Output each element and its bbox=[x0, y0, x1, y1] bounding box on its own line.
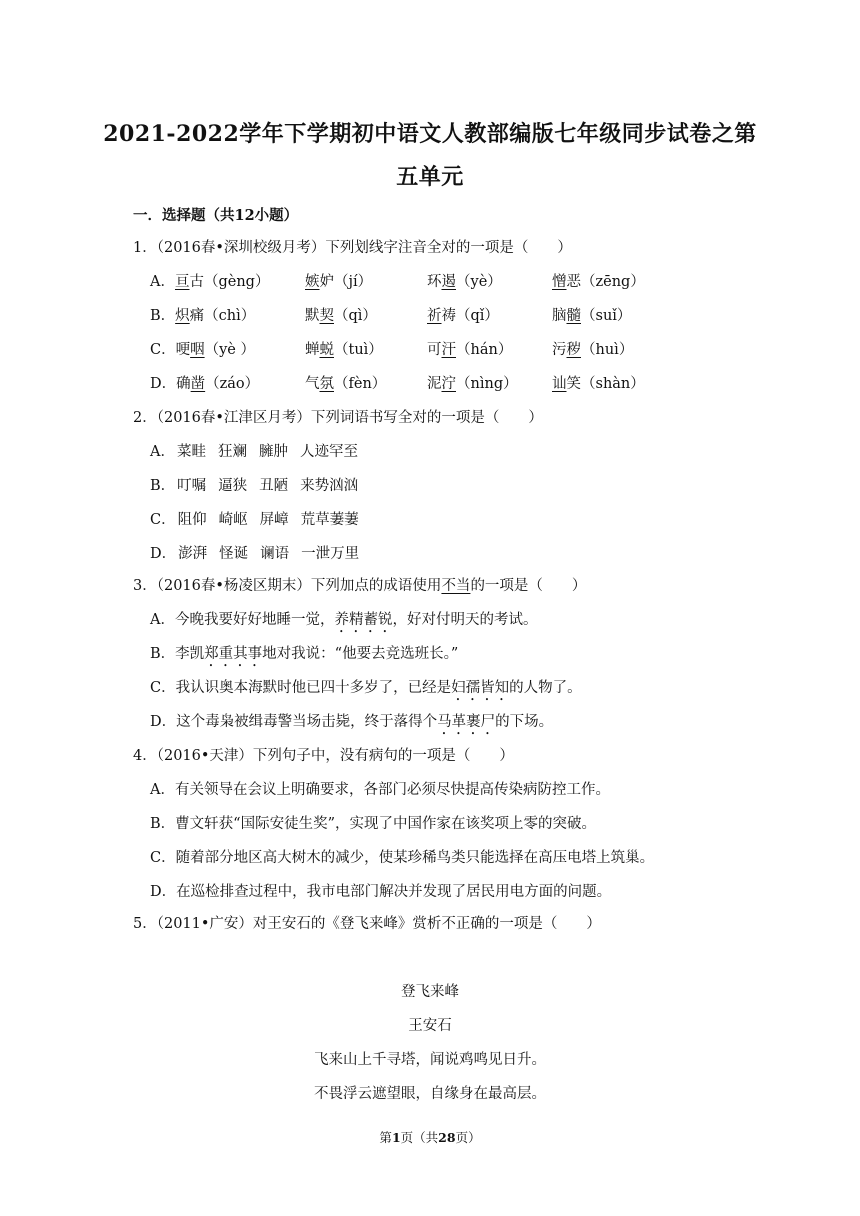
q3-option bbox=[150, 710, 553, 738]
footer-total-pages: 28 bbox=[438, 1130, 456, 1145]
q1-cell-underlined-char: 祈 bbox=[427, 308, 442, 324]
q1-cell-underlined-char: 髓 bbox=[566, 308, 581, 324]
q2-option bbox=[150, 440, 370, 461]
q1-cell-pre: 可 bbox=[427, 342, 442, 358]
q1-cell-pre: 泥 bbox=[427, 376, 442, 392]
q4-option: C．随着部分地区高大树木的减少，使某珍稀鸟类只能选择在高压电塔上筑巢。 bbox=[150, 850, 655, 866]
question-5-stem: 5．（2011•广安）对王安石的《登飞来峰》赏析不正确的一项是（ ） bbox=[133, 916, 601, 932]
q1-cell-post: 笑（shàn） bbox=[566, 376, 645, 392]
q2-option-word: 丑陋 bbox=[259, 478, 289, 494]
q2-option-word: 人迹罕至 bbox=[299, 444, 358, 460]
q3-option-dotted-idiom: 郑重其事 bbox=[204, 646, 263, 662]
q2-option-word: 逼狭 bbox=[218, 478, 248, 494]
q2-option-word: 来势汹汹 bbox=[300, 478, 359, 494]
q1-cell-pre: C．哽 bbox=[150, 342, 191, 358]
poem-title: 登飞来峰 bbox=[401, 984, 459, 1000]
q2-option bbox=[150, 508, 371, 529]
q1-cell-post: （qì） bbox=[334, 308, 377, 324]
q3-option-pre: D．这个毒枭被缉毒警当场击毙，终于落得个 bbox=[150, 714, 438, 730]
q2-option-word: 阻仰 bbox=[177, 512, 207, 528]
q1-option-cell bbox=[427, 372, 518, 393]
q1-cell-underlined-char: 遏 bbox=[441, 274, 456, 290]
q3-option-pre: B．李凯 bbox=[150, 646, 205, 662]
q2-option-word: 屏嶂 bbox=[259, 512, 289, 528]
question-3-stem bbox=[133, 574, 586, 595]
question-3-stem-underlined: 不当 bbox=[441, 578, 471, 594]
q2-option bbox=[150, 474, 370, 495]
q2-option-label: D． bbox=[150, 546, 177, 562]
question-4-stem: 4．（2016•天津）下列句子中，没有病句的一项是（ ） bbox=[133, 748, 514, 764]
q4-option: B．曹文轩获“国际安徒生奖”，实现了中国作家在该奖项上零的突破。 bbox=[150, 816, 596, 832]
q3-option-post: 的下场。 bbox=[495, 714, 554, 730]
q1-cell-post: （suǐ） bbox=[581, 308, 632, 324]
section-heading: 一．选择题（共12小题） bbox=[133, 207, 299, 224]
q1-option-cell bbox=[305, 270, 372, 291]
q3-option-post: 地对我说：“他要去竞选班长。” bbox=[262, 646, 459, 662]
q1-cell-pre: A． bbox=[150, 274, 175, 290]
q3-option bbox=[150, 642, 458, 670]
q2-option-word: 狂斓 bbox=[217, 444, 247, 460]
q1-cell-post: （yè ） bbox=[204, 342, 255, 358]
footer-pre: 第 bbox=[379, 1130, 392, 1145]
question-3-stem-pre: 3．（2016春•杨凌区期末）下列加点的成语使用 bbox=[133, 578, 442, 594]
q1-cell-post: 痛（chì） bbox=[189, 308, 256, 324]
q1-option-cell bbox=[552, 372, 645, 393]
q1-cell-post: （fèn） bbox=[334, 376, 387, 392]
poem-author: 王安石 bbox=[408, 1018, 452, 1034]
q3-option-post: ，好对付明天的考试。 bbox=[392, 612, 538, 628]
q1-cell-post: 妒（jí） bbox=[319, 274, 373, 290]
q1-cell-post: （hán） bbox=[456, 342, 513, 358]
q2-option bbox=[150, 542, 371, 563]
q1-cell-underlined-char: 秽 bbox=[566, 342, 581, 358]
q3-option-post: 的人物了。 bbox=[509, 680, 582, 696]
q1-cell-post: 恶（zēng） bbox=[566, 274, 645, 290]
footer-post: 页） bbox=[455, 1130, 481, 1145]
q3-option-pre: A．今晚我要好好地睡一觉， bbox=[150, 612, 335, 628]
q2-option-word: 荒草萋萋 bbox=[300, 512, 359, 528]
q1-option-cell bbox=[150, 338, 255, 359]
page-title-line-2: 五单元 bbox=[396, 164, 464, 190]
poem-line-2: 不畏浮云遮望眼，自缘身在最高层。 bbox=[314, 1086, 546, 1102]
q1-option-cell bbox=[552, 304, 631, 325]
q3-option bbox=[150, 676, 582, 704]
q1-option-cell bbox=[427, 338, 512, 359]
footer-mid: 页（共 bbox=[400, 1130, 439, 1145]
q1-cell-underlined-char: 憎 bbox=[552, 274, 567, 290]
q1-cell-underlined-char: 炽 bbox=[175, 308, 190, 324]
q1-cell-pre: 环 bbox=[427, 274, 442, 290]
q1-option-cell bbox=[427, 304, 499, 325]
page-footer bbox=[0, 1128, 860, 1146]
q1-cell-underlined-char: 亘 bbox=[174, 274, 190, 290]
q1-cell-underlined-char: 咽 bbox=[190, 342, 205, 358]
q2-option-word: 怪诞 bbox=[219, 546, 249, 562]
q1-option-cell bbox=[305, 372, 386, 393]
q2-option-word: 叮嘱 bbox=[177, 478, 207, 494]
q1-option-cell bbox=[552, 270, 645, 291]
q1-cell-pre: 默 bbox=[305, 308, 320, 324]
q1-cell-post: （nìng） bbox=[456, 376, 518, 392]
q1-option-cell bbox=[305, 304, 377, 325]
q2-option-word: 谰语 bbox=[260, 546, 290, 562]
q1-cell-underlined-char: 凿 bbox=[190, 376, 206, 392]
q1-option-cell bbox=[427, 270, 502, 291]
q3-option-dotted-idiom: 养精蓄锐 bbox=[334, 612, 393, 628]
q2-option-word: 臃肿 bbox=[258, 444, 288, 460]
q1-option-cell bbox=[150, 304, 255, 325]
q2-option-label: A． bbox=[150, 444, 175, 460]
q1-cell-post: 祷（qǐ） bbox=[441, 308, 499, 324]
footer-page-number: 1 bbox=[391, 1130, 401, 1145]
q3-option-dotted-idiom: 马革裹尸 bbox=[437, 714, 496, 730]
q1-cell-underlined-char: 契 bbox=[319, 308, 334, 324]
q1-option-cell bbox=[552, 338, 633, 359]
q1-option-cell bbox=[150, 372, 259, 393]
q1-cell-post: （yè） bbox=[456, 274, 502, 290]
q4-option: A．有关领导在会议上明确要求，各部门必须尽快提高传染病防控工作。 bbox=[150, 782, 610, 798]
q3-option-dotted-idiom: 妇孺皆知 bbox=[451, 680, 510, 696]
q1-cell-post: 古（gèng） bbox=[189, 274, 270, 290]
q1-cell-underlined-char: 讪 bbox=[552, 376, 567, 392]
q4-option: D．在巡检排查过程中，我市电部门解决并发现了居民用电方面的问题。 bbox=[150, 884, 612, 900]
q1-cell-underlined-char: 汗 bbox=[441, 342, 456, 358]
q1-cell-post: （tuì） bbox=[334, 342, 383, 358]
page-title-line-1: 2021-2022学年下学期初中语文人教部编版七年级同步试卷之第 bbox=[103, 121, 757, 147]
q2-option-label: B． bbox=[150, 478, 176, 494]
q1-cell-pre: 蝉 bbox=[305, 342, 320, 358]
q1-option-cell bbox=[150, 270, 269, 291]
q1-cell-pre: 气 bbox=[305, 376, 320, 392]
q1-cell-underlined-char: 蜕 bbox=[319, 342, 334, 358]
q1-cell-underlined-char: 嫉 bbox=[305, 274, 320, 290]
q1-option-cell bbox=[305, 338, 383, 359]
question-3-stem-post: 的一项是（ ） bbox=[470, 578, 587, 594]
q1-cell-pre: 脑 bbox=[552, 308, 567, 324]
question-2-stem: 2．（2016春•江津区月考）下列词语书写全对的一项是（ ） bbox=[133, 410, 543, 426]
q1-cell-pre: B． bbox=[150, 308, 176, 324]
q2-option-word: 一泄万里 bbox=[301, 546, 360, 562]
question-1-stem: 1．（2016春•深圳校级月考）下列划线字注音全对的一项是（ ） bbox=[133, 240, 572, 256]
q1-cell-underlined-char: 泞 bbox=[441, 376, 456, 392]
q3-option bbox=[150, 608, 537, 636]
q1-cell-pre: D．确 bbox=[150, 376, 191, 392]
poem-line-1: 飞来山上千寻塔，闻说鸡鸣见日升。 bbox=[314, 1052, 546, 1068]
q2-option-word: 崎岖 bbox=[218, 512, 248, 528]
q2-option-word: 菜畦 bbox=[176, 444, 206, 460]
q1-cell-post: （záo） bbox=[205, 376, 260, 392]
q3-option-pre: C．我认识奥本海默时他已四十多岁了，已经是 bbox=[150, 680, 452, 696]
q1-cell-post: （huì） bbox=[581, 342, 634, 358]
q1-cell-pre: 污 bbox=[552, 342, 567, 358]
q2-option-label: C． bbox=[150, 512, 176, 528]
q2-option-word: 澎湃 bbox=[178, 546, 208, 562]
q1-cell-underlined-char: 氛 bbox=[319, 376, 334, 392]
